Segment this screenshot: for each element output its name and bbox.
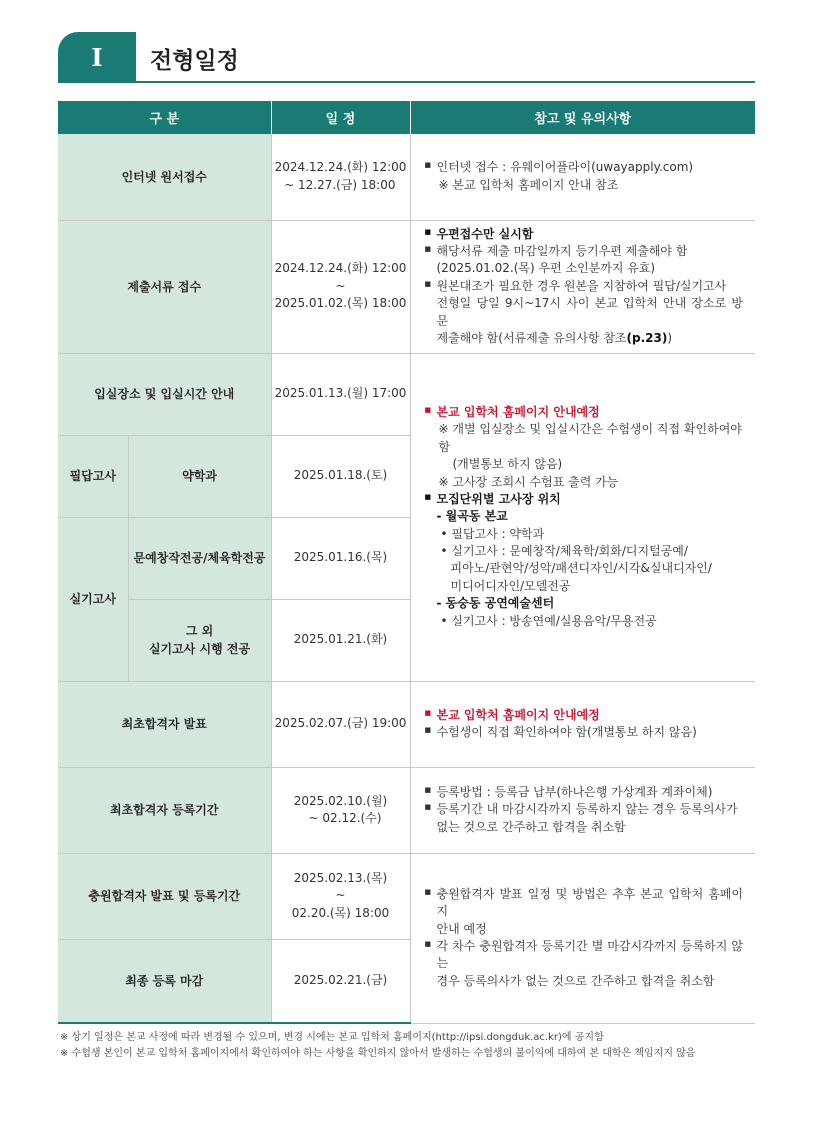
note-item: ■ 본교 입학처 홈페이지 안내예정: [425, 404, 744, 421]
row-label-creative-writing: 문예창작전공/체육학전공: [128, 517, 271, 599]
note-item: ■ 원본대조가 필요한 경우 원본을 지참하여 필답/실기고사: [425, 278, 744, 295]
note-continuation: 없는 것으로 간주하고 합격을 취소함: [436, 819, 626, 834]
note-item: ■ 충원합격자 발표 일정 및 방법은 추후 본교 입학처 홈페이지: [425, 886, 744, 921]
date-end: ~ 02.12.(수): [308, 811, 382, 825]
header-category: 구 분: [58, 101, 271, 134]
group-label-practical: 실기고사: [58, 517, 128, 681]
date-internet: [271, 134, 410, 220]
date-practical-1: 2025.01.16.(목): [271, 517, 410, 599]
group-label-written: 필답고사: [58, 435, 128, 517]
location-item: • 필답고사 : 약학과: [440, 526, 545, 541]
footnote-2: ※ 수험생 본인이 본교 입학처 홈페이지에서 확인하여야 하는 사항을 확인하지 않아서 발생하는 수험생의 불이익에 대하여 본 대학은 책임지지 않음: [60, 1048, 696, 1059]
row-label-venue: 입실장소 및 입실시간 안내: [58, 353, 271, 435]
date-start: 2024.12.24.(화) 12:00: [274, 261, 407, 276]
date-docs: [271, 220, 410, 353]
date-start: 2024.12.24.(화) 12:00: [274, 160, 407, 175]
location-heading: - 동숭동 공연예술센터: [436, 596, 555, 611]
date-venue: 2025.01.13.(월) 17:00: [271, 353, 410, 435]
row-label-result: 최초합격자 발표: [58, 681, 271, 767]
note-item: ■ 해당서류 제출 마감일까지 등기우편 제출해야 함: [425, 243, 744, 260]
notes-additional: [410, 853, 755, 1023]
table-header-row: [58, 101, 755, 134]
schedule-table: [58, 101, 755, 1024]
notes-result: [410, 681, 755, 767]
table-row: [58, 353, 755, 435]
date-final: 2025.02.21.(금): [271, 939, 410, 1023]
note-continuation: 제출해야 함(서류제출 유의사항 참조(p.23)): [436, 330, 673, 345]
note-item: ■ 본교 입학처 홈페이지 안내예정: [425, 707, 744, 724]
footnote-1: ※ 상기 일정은 본교 사정에 따라 변경될 수 있으며, 변경 시에는 본교 입학처 홈페이지(http://ipsi.dongduk.ac.kr)에 공지함: [60, 1032, 604, 1043]
row-label-other-majors: 그 외 실기고사 시행 전공: [128, 599, 271, 681]
date-end: ~ 12.27.(금) 18:00: [284, 177, 396, 192]
row-label-internet: 인터넷 원서접수: [58, 134, 271, 220]
row-label-additional: 충원합격자 발표 및 등록기간: [58, 853, 271, 939]
date-start: 2025.02.10.(월): [293, 793, 388, 808]
row-label-final: 최종 등록 마감: [58, 939, 271, 1023]
date-tilde: ~: [335, 278, 346, 293]
note-continuation: 안내 예정: [436, 921, 487, 936]
section-header: [58, 32, 755, 84]
notes-register: [410, 767, 755, 853]
footnotes: [60, 1030, 760, 1062]
date-result: 2025.02.07.(금) 19:00: [271, 681, 410, 767]
row-label-docs: 제출서류 접수: [58, 220, 271, 353]
notes-exam: [410, 353, 755, 681]
note-item: ■ 등록기간 내 마감시각까지 등록하지 않는 경우 등록의사가: [425, 801, 744, 818]
note-item: ■ 각 차수 충원합격자 등록기간 별 마감시각까지 등록하지 않는: [425, 938, 744, 973]
date-end: 02.20.(목) 18:00: [291, 905, 390, 920]
header-divider: [58, 81, 755, 83]
location-heading: - 월곡동 본교: [436, 509, 508, 524]
location-item: • 실기고사 : 문예창작/체육학/회화/디지털공예/: [440, 544, 688, 559]
date-tilde: ~: [335, 888, 346, 903]
note-continuation: 경우 등록의사가 없는 것으로 간주하고 합격을 취소함: [436, 973, 715, 988]
row-label-register: 최초합격자 등록기간: [58, 767, 271, 853]
note-reference: ※ 개별 입실장소 및 입실시간은 수험생이 직접 확인하여야 함: [438, 422, 742, 454]
date-written: 2025.01.18.(토): [271, 435, 410, 517]
notes-docs: [410, 220, 755, 353]
date-register: [271, 767, 410, 853]
location-item: • 실기고사 : 방송연예/실용음악/무용전공: [440, 613, 657, 628]
header-schedule: 일 정: [271, 101, 410, 134]
header-notes: 참고 및 유의사항: [410, 101, 755, 134]
section-number-tab: I: [58, 32, 136, 82]
row-label-pharmacy: 약학과: [128, 435, 271, 517]
note-item: ■ 우편접수만 실시함: [425, 226, 744, 243]
note-continuation: (2025.01.02.(목) 우편 소인분까지 유효): [436, 261, 656, 276]
location-continuation: 미디어디자인/모델전공: [450, 578, 571, 593]
date-start: 2025.02.13.(목): [293, 870, 388, 885]
table-row: [58, 220, 755, 353]
note-continuation: 전형일 당일 9시~17시 사이 본교 입학처 안내 장소로 방문: [436, 296, 743, 328]
date-practical-2: 2025.01.21.(화): [271, 599, 410, 681]
table-row: [58, 853, 755, 939]
location-continuation: 피아노/관현악/성악/패션디자인/시각&실내디자인/: [450, 561, 712, 576]
note-item: ■ 수험생이 직접 확인하여야 함(개별통보 하지 않음): [425, 724, 744, 741]
note-item: ■ 모집단위별 고사장 위치: [425, 491, 744, 508]
table-row: [58, 134, 755, 220]
date-additional: [271, 853, 410, 939]
table-row: [58, 767, 755, 853]
date-end: 2025.01.02.(목) 18:00: [274, 296, 407, 311]
note-reference: ※ 고사장 조회시 수험표 출력 가능: [438, 474, 619, 489]
table-row: [58, 681, 755, 767]
note-reference: ※ 본교 입학처 홈페이지 안내 참조: [438, 177, 619, 192]
note-item: ■ 등록방법 : 등록금 납부(하나은행 가상계좌 계좌이체): [425, 784, 744, 801]
section-title: 전형일정: [150, 48, 239, 74]
notes-internet: [410, 134, 755, 220]
note-continuation: (개별통보 하지 않음): [452, 457, 563, 472]
note-item: ■ 인터넷 접수 : 유웨이어플라이(uwayapply.com): [425, 159, 744, 176]
